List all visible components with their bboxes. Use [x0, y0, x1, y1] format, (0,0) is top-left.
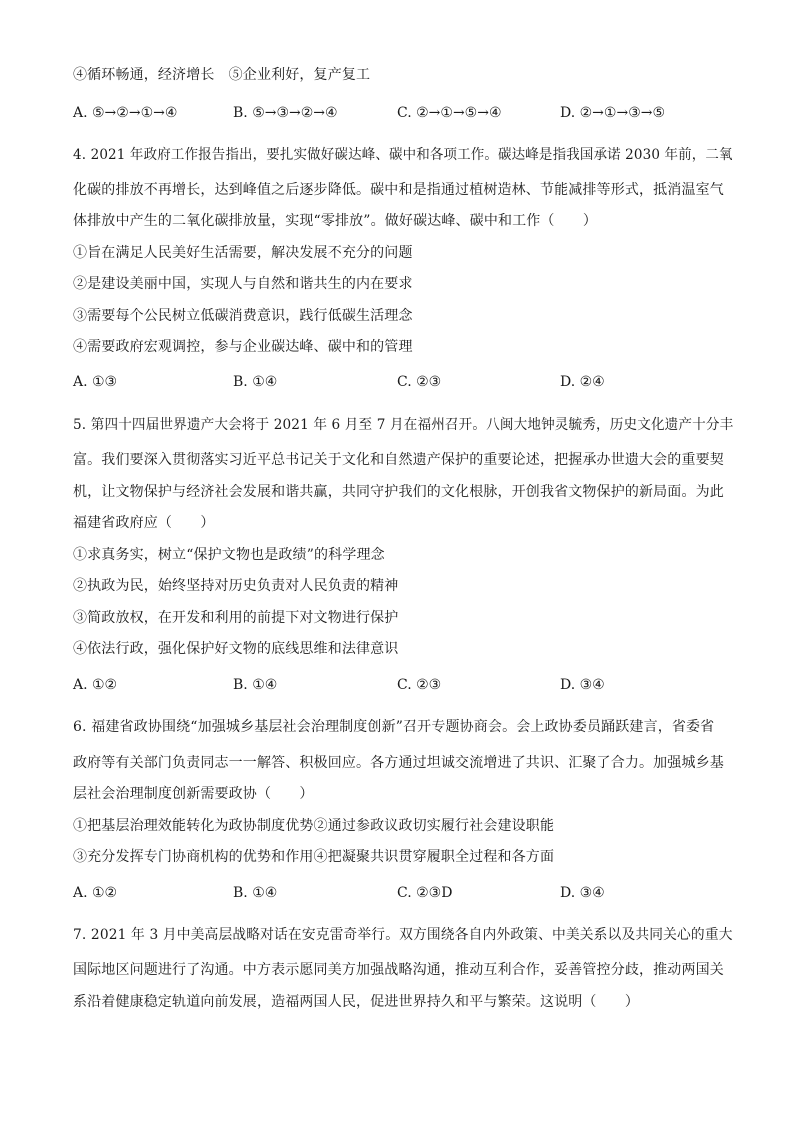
q6-stem-line-2: 政府等有关部门负责同志一一解答、积极回应。各方通过坦诚交流增进了共识、汇聚了合力。加强城乡基 — [73, 755, 724, 771]
q5-stem-line-4: 福建省政府应（ ） — [73, 515, 215, 531]
q4-stem-line-1: 4. 2021 年政府工作报告指出，要扎实做好碳达峰、碳中和各项工作。碳达峰是指我国承诺 2030 年前，二氧 — [73, 147, 733, 163]
q4-options — [73, 373, 733, 391]
q3-option-a: A. ⑤→②→①→④ — [73, 105, 178, 121]
q6-stem-line-3: 层社会治理制度创新需要政协（ ） — [73, 786, 314, 802]
q5-stem-line-2: 富。我们要深入贯彻落实习近平总书记关于文化和自然遗产保护的重要论述，把握承办世遗大会的重要契 — [73, 452, 724, 468]
q4-item-2: ②是建设美丽中国，实现人与自然和谐共生的内在要求 — [73, 276, 413, 292]
q5-option-b: B. ①④ — [233, 677, 278, 693]
q4-item-1: ①旨在满足人民美好生活需要，解决发展不充分的问题 — [73, 245, 413, 261]
q5-item-3: ③简政放权，在开发和利用的前提下对文物进行保护 — [73, 610, 399, 626]
q6-option-b: B. ①④ — [233, 885, 278, 901]
q5-item-1: ①求真务实，树立“保护文物也是政绩”的科学理念 — [73, 547, 385, 563]
q6-option-d: D. ③④ — [560, 885, 605, 901]
q4-stem-line-3: 体排放中产生的二氧化碳排放量，实现“零排放”。做好碳达峰、碳中和工作（ ） — [73, 213, 598, 229]
q5-option-c: C. ②③ — [397, 677, 442, 693]
q6-stem-line-1: 6. 福建省政协围绕“加强城乡基层社会治理制度创新”召开专题协商会。会上政协委员踊跃建言，省委省 — [73, 719, 715, 735]
q7-stem-line-1: 7. 2021 年 3 月中美高层战略对话在安克雷奇举行。双方围绕各自内外政策、中美关系以及共同关心的重大 — [73, 927, 733, 943]
q3-item-line: ④循环畅通，经济增长 ⑤企业利好，复产复工 — [73, 67, 371, 83]
q4-option-c: C. ②③ — [397, 374, 442, 390]
q7-stem-line-2: 国际地区问题进行了沟通。中方表示愿同美方加强战略沟通，推动互利合作，妥善管控分歧，推动两国关 — [73, 962, 724, 978]
q3-option-d: D. ②→①→③→⑤ — [560, 105, 666, 121]
q4-option-b: B. ①④ — [233, 374, 278, 390]
q6-option-c: C. ②③D — [397, 885, 453, 901]
q5-option-d: D. ③④ — [560, 677, 605, 693]
q6-option-a: A. ①② — [73, 885, 118, 901]
q6-item-line-1: ①把基层治理效能转化为政协制度优势②通过参政议政切实履行社会建设职能 — [73, 818, 555, 834]
q4-option-a: A. ①③ — [73, 374, 118, 390]
q5-option-a: A. ①② — [73, 677, 118, 693]
q4-item-4: ④需要政府宏观调控，参与企业碳达峰、碳中和的管理 — [73, 339, 413, 355]
q5-item-2: ②执政为民，始终坚持对历史负责对人民负责的精神 — [73, 578, 399, 594]
q4-option-d: D. ②④ — [560, 374, 605, 390]
q6-item-line-2: ③充分发挥专门协商机构的优势和作用④把凝聚共识贯穿履职全过程和各方面 — [73, 849, 555, 865]
q4-stem-line-2: 化碳的排放不再增长，达到峰值之后逐步降低。碳中和是指通过植树造林、节能减排等形式，抵消温室气 — [73, 182, 724, 198]
q5-options — [73, 676, 733, 694]
q3-options — [73, 104, 733, 122]
q6-options — [73, 884, 733, 902]
q5-item-4: ④依法行政，强化保护好文物的底线思维和法律意识 — [73, 641, 399, 657]
q5-stem-line-1: 5. 第四十四届世界遗产大会将于 2021 年 6 月至 7 月在福州召开。八闽大地钟灵毓秀，历史文化遗产十分丰 — [73, 417, 734, 433]
q5-stem-line-3: 机，让文物保护与经济社会发展和谐共赢，共同守护我们的文化根脉，开创我省文物保护的新局面。为此 — [73, 484, 724, 500]
q7-stem-line-3: 系沿着健康稳定轨道向前发展，造福两国人民，促进世界持久和平与繁荣。这说明（ ） — [73, 994, 639, 1010]
q3-option-c: C. ②→①→⑤→④ — [397, 105, 502, 121]
q4-item-3: ③需要每个公民树立低碳消费意识，践行低碳生活理念 — [73, 308, 413, 324]
q3-option-b: B. ⑤→③→②→④ — [233, 105, 338, 121]
